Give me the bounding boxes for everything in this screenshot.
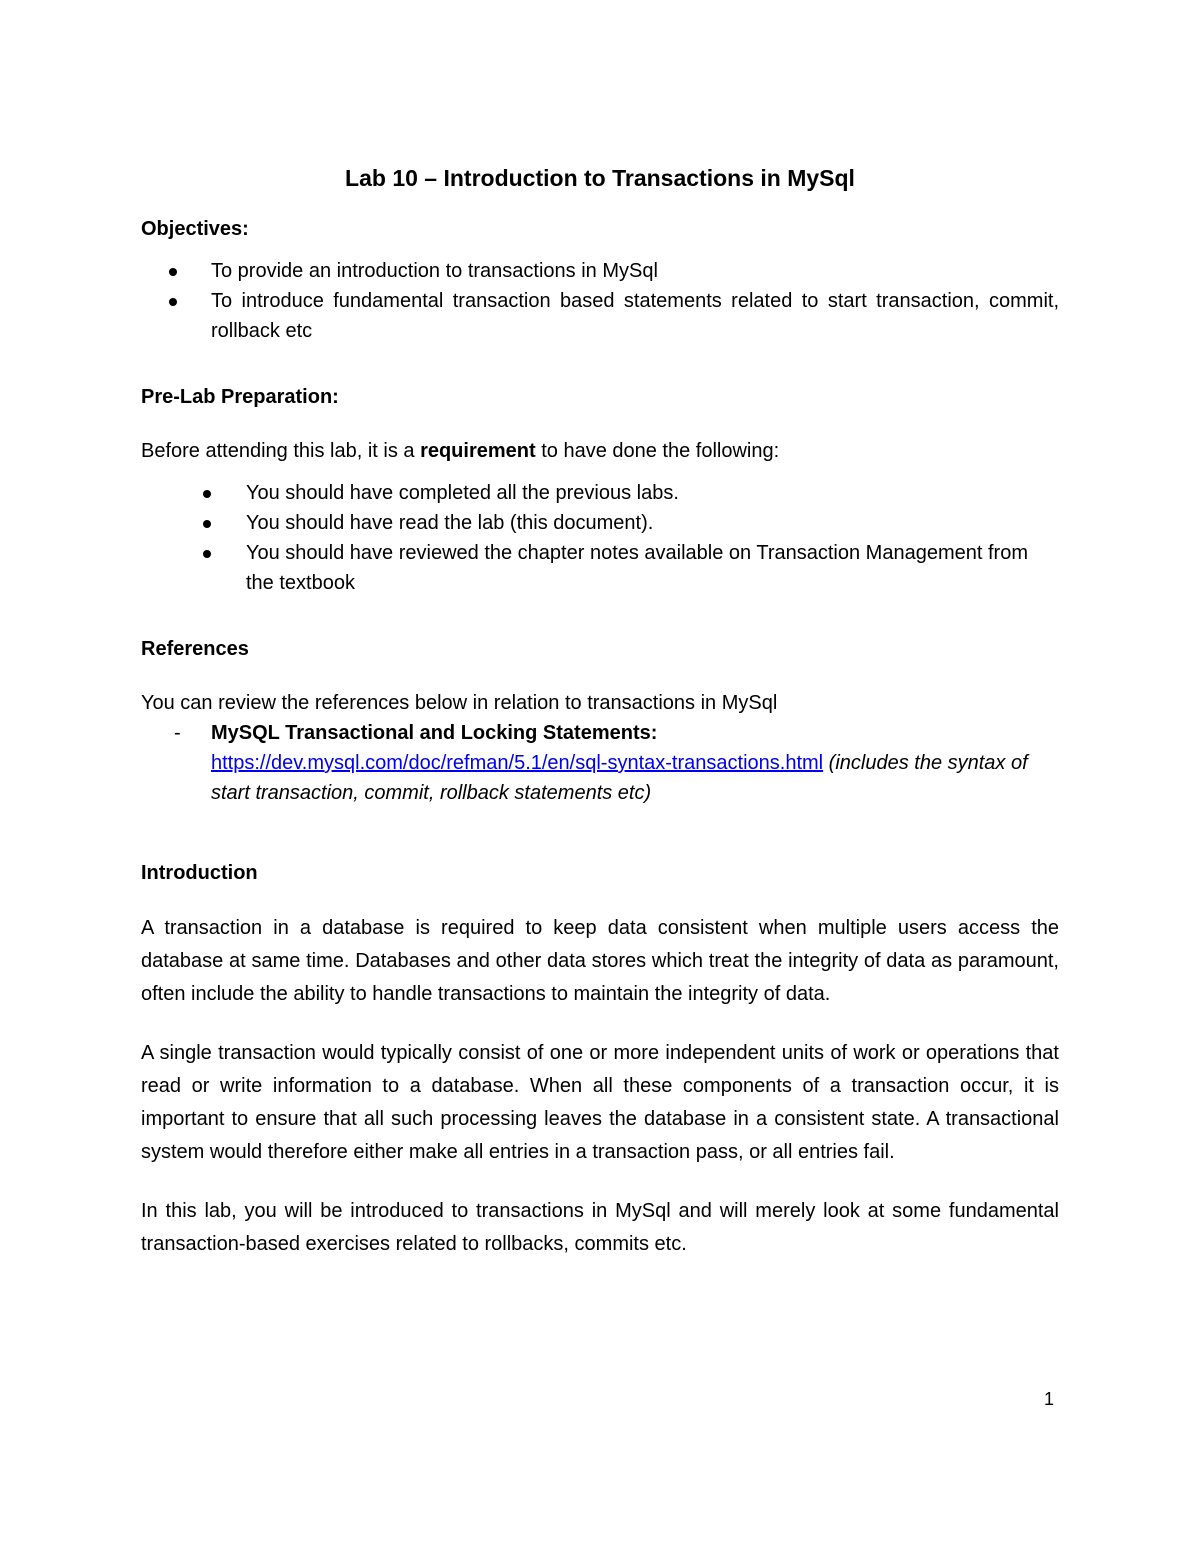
references-heading: References bbox=[141, 638, 249, 660]
list-item: To introduce fundamental transaction based statements related to start transaction, commit, rollback etc bbox=[141, 286, 1059, 346]
objectives-list bbox=[141, 256, 1059, 346]
bullet-icon bbox=[169, 298, 177, 306]
bullet-icon bbox=[169, 268, 177, 276]
prelab-intro: Before attending this lab, it is a requirement to have done the following: bbox=[141, 440, 780, 462]
reference-item bbox=[141, 718, 1059, 808]
reference-title: MySQL Transactional and Locking Statements: bbox=[211, 722, 658, 744]
introduction-heading: Introduction bbox=[141, 862, 258, 884]
list-item: You should have completed all the previous labs. bbox=[141, 478, 1059, 508]
bullet-icon bbox=[203, 550, 211, 558]
reference-note: (includes the syntax of start transaction, commit, rollback statements etc) bbox=[211, 752, 1028, 804]
list-item: You should have reviewed the chapter notes available on Transaction Management from the textbook bbox=[141, 538, 1059, 598]
list-item: To provide an introduction to transactions in MySql bbox=[141, 256, 1059, 286]
prelab-list bbox=[141, 478, 1059, 598]
intro-paragraph-2: A single transaction would typically consist of one or more independent units of work or operations that read or write information to a database. When all these components of a transaction occur, it is important to ensure that all such processing leaves the database in a consistent state. A transactional system would therefore either make all entries in a transaction pass, or all entries fail. bbox=[141, 1042, 1059, 1163]
page-number: 1 bbox=[1044, 1389, 1055, 1409]
prelab-heading: Pre-Lab Preparation: bbox=[141, 386, 339, 408]
objectives-heading: Objectives: bbox=[141, 218, 249, 240]
bullet-icon bbox=[203, 490, 211, 498]
references-intro: You can review the references below in relation to transactions in MySql bbox=[141, 692, 778, 714]
reference-link[interactable]: https://dev.mysql.com/doc/refman/5.1/en/sql-syntax-transactions.html bbox=[211, 752, 824, 774]
list-item: You should have read the lab (this document). bbox=[141, 508, 1059, 538]
page-content bbox=[141, 160, 1059, 1261]
intro-paragraph-1: A transaction in a database is required to keep data consistent when multiple users access the database at same time. Databases and other data stores which treat the integrity of data as paramount, often include the ability to handle transactions to maintain the integrity of data. bbox=[141, 917, 1059, 1005]
document-title: Lab 10 – Introduction to Transactions in MySql bbox=[345, 165, 855, 191]
dash-marker: - bbox=[174, 722, 181, 744]
bullet-icon bbox=[203, 520, 211, 528]
intro-paragraph-3: In this lab, you will be introduced to transactions in MySql and will merely look at some fundamental transaction-based exercises related to rollbacks, commits etc. bbox=[141, 1200, 1059, 1255]
